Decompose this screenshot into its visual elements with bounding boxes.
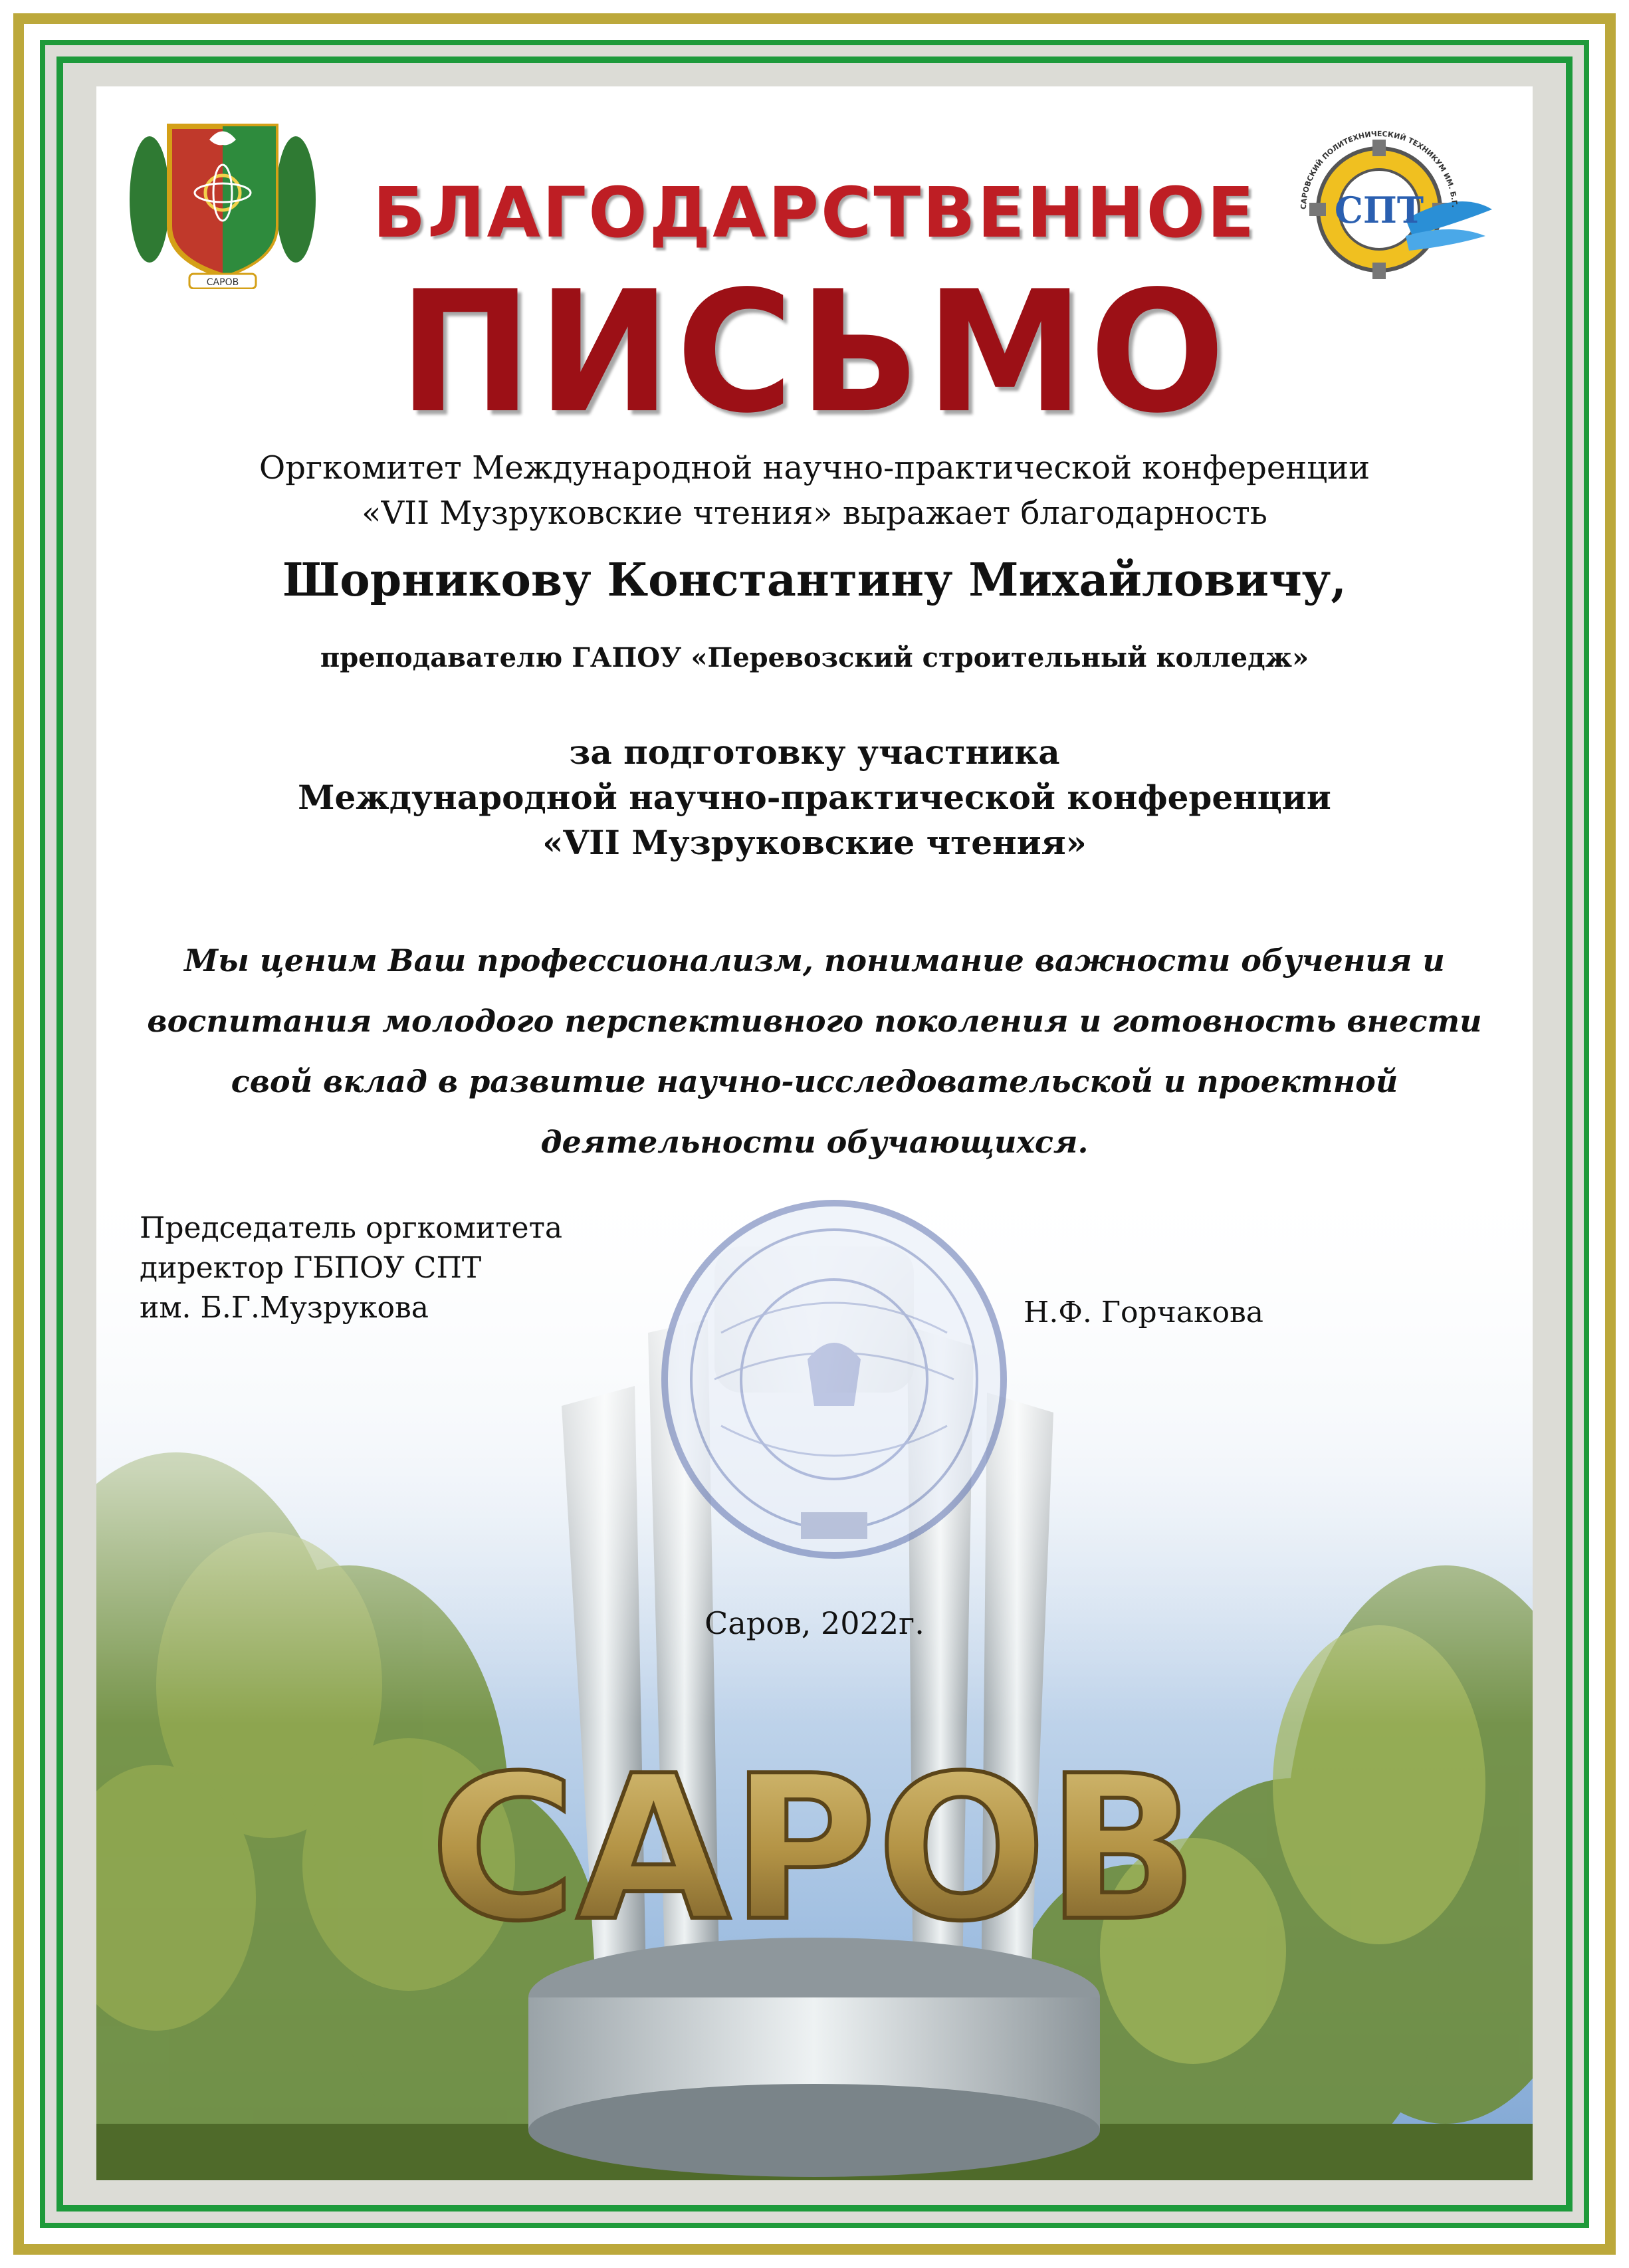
signer-line: им. Б.Г.Музрукова (140, 1291, 429, 1325)
intro-line: «VII Музруковские чтения» выражает благодарность (362, 495, 1267, 532)
appreciation-line: деятельности обучающихся. (540, 1124, 1089, 1160)
logo-ring-text: САРОВСКИЙ ПОЛИТЕХНИЧЕСКИЙ ТЕХНИКУМ ИМ. Б.Г. (1299, 129, 1459, 210)
reason-text (0, 730, 1629, 865)
logo-abbr: СПТ (1334, 189, 1424, 231)
title-line-1: БЛАГОДАРСТВЕННОЕ (372, 172, 1257, 253)
signer-block (140, 1208, 562, 1328)
signer-name: Н.Ф. Горчакова (1024, 1296, 1263, 1329)
signer-line: Председатель оргкомитета (140, 1211, 563, 1245)
emblem-caption: САРОВ (206, 277, 239, 288)
official-seal (655, 1193, 1014, 1565)
appreciation-line: свой вклад в развитие научно-исследовательской и проектной (231, 1064, 1398, 1099)
appreciation-line: Мы ценим Ваш профессионализм, понимание важности обучения и (184, 943, 1445, 978)
intro-line: Оргкомитет Международной научно-практической конференции (259, 449, 1370, 487)
reason-line: «VII Музруковские чтения» (542, 823, 1087, 862)
reason-line: за подготовку участника (569, 733, 1060, 772)
appreciation-text (113, 931, 1516, 1173)
intro-text (0, 445, 1629, 536)
seal-stamp-icon (655, 1193, 1014, 1565)
signer-line: директор ГБПОУ СПТ (140, 1251, 482, 1285)
place-and-date: Саров, 2022г. (705, 1605, 924, 1641)
reason-line: Международной научно-практической конференции (298, 778, 1331, 817)
recipient-name: Шорникову Константину Михайловичу, (282, 554, 1347, 607)
recipient-position: преподавателю ГАПОУ «Перевозский строительный колледж» (320, 642, 1309, 673)
appreciation-line: воспитания молодого перспективного поколения и готовность внести (147, 1003, 1482, 1039)
title-line-2: ПИСЬМО (398, 255, 1231, 450)
